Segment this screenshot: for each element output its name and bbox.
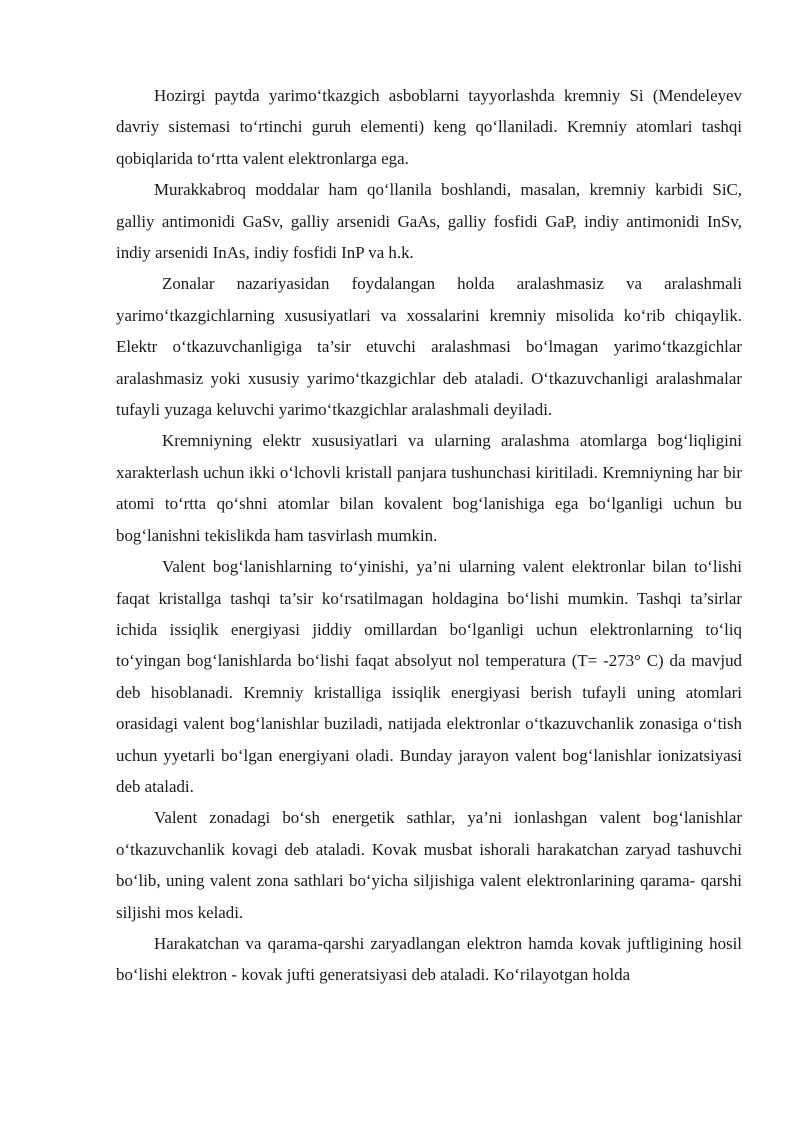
paragraph-crystal-lattice: Kremniyning elektr xususiyatlari va ularning aralashma atomlarga bog‘liqligini xarakterlash uchun ikki o‘lchovli kristall panjara tushunchasi kiritiladi. Kremniyning har bir atomi to‘rtta qo‘shni atomlar bilan kovalent bog‘lanishiga ega bo‘lganligi uchun bu bog‘lanishni tekislikda ham tasvirlash mumkin. xyxy=(116,431,742,545)
paragraph-semiconductor-silicon: Hozirgi paytda yarimo‘tkazgich asboblarni tayyorlashda kremniy Si (Mendeleyev davriy sistemasi to‘rtinchi guruh elementi) keng qo‘llaniladi. Kremniy atomlari tashqi qobiqlarida to‘rtta valent elektronlarga ega. xyxy=(116,86,742,168)
paragraph-holes: Valent zonadagi bo‘sh energetik sathlar, ya’ni ionlashgan valent bog‘lanishlar o‘tkazuvchanlik kovagi deb ataladi. Kovak musbat ishorali harakatchan zaryad tashuvchi bo‘lib, uning valent zona sathlari bo‘yicha siljishiga valent elektronlarining qarama- qarshi siljishi mos keladi. xyxy=(116,808,742,922)
document-page xyxy=(116,80,742,991)
paragraph-compound-materials: Murakkabroq moddalar ham qo‘llanila boshlandi, masalan, kremniy karbidi SiC, galliy antimonidi GaSv, galliy arsenidi GaAs, galliy fosfidi GaP, indiy antimonidi InSv, indiy arsenidi InAs, indiy fosfidi InP va h.k. xyxy=(116,180,742,263)
paragraph-zone-theory: Zonalar nazariyasidan foydalangan holda aralashmasiz va aralashmali yarimo‘tkazgichlarning xususiyatlari va xossalarini kremniy misolida ko‘rib chiqaylik. Elektr o‘tkazuvchanligiga ta’sir etuvchi aralashmasi bo‘lmagan yarimo‘tkazgichlar aralashmasiz yoki xususiy yarimo‘tkazgichlar deb ataladi. O‘tkazuvchanligi aralashmalar tufayli yuzaga keluvchi yarimo‘tkazgichlar aralashmali deyiladi. xyxy=(116,274,742,420)
paragraph-pair-generation: Harakatchan va qarama-qarshi zaryadlangan elektron hamda kovak juftligining hosil bo‘lishi elektron - kovak jufti generatsiyasi deb ataladi. Ko‘rilayotgan holda xyxy=(116,933,742,985)
paragraph-valence-bonds: Valent bog‘lanishlarning to‘yinishi, ya’ni ularning valent elektronlar bilan to‘lishi faqat kristallga tashqi ta’sir ko‘rsatilmagan holdagina bo‘lishi mumkin. Tashqi ta’sirlar ichida issiqlik energiyasi jiddiy omillardan bo‘lganligi uchun elektronlarning to‘liq to‘yingan bog‘lanishlarda bo‘lishi faqat absolyut nol temperatura (T= -273° C) da mavjud deb hisoblanadi. Kremniy kristalliga issiqlik energiyasi berish tufayli uning atomlari orasidagi valent bog‘lanishlar buziladi, natijada elektronlar o‘tkazuvchanlik zonasiga o‘tish uchun yyetarli bo‘lgan energiyani oladi. Bunday jarayon valent bog‘lanishlar ionizatsiyasi deb ataladi. xyxy=(116,557,742,796)
